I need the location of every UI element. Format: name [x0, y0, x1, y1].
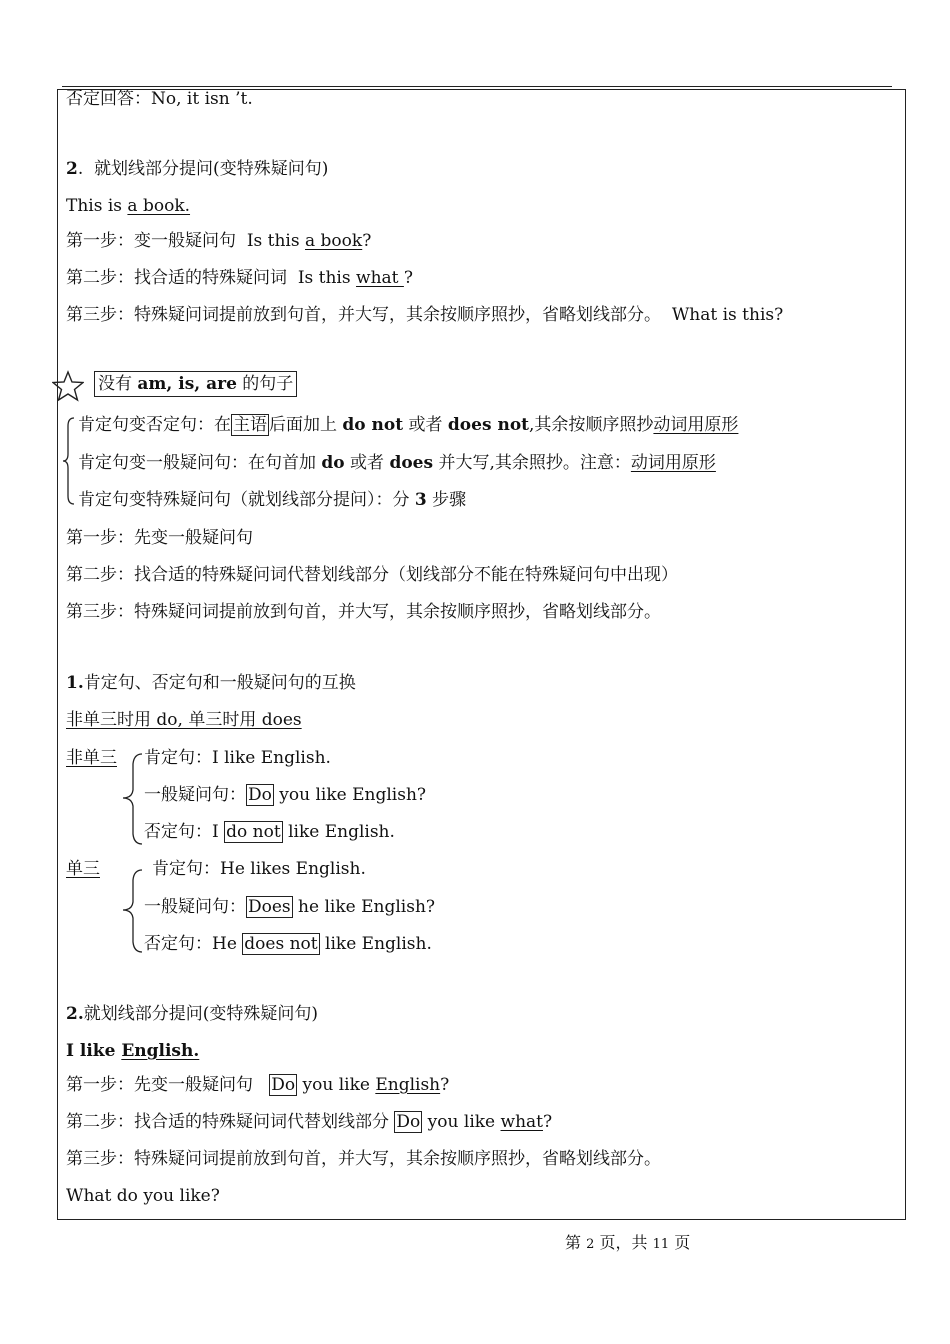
title-bold: am, is, are — [137, 374, 237, 394]
part-c-example — [66, 1041, 199, 1061]
no-be-step3: 第三步：特殊疑问词提前放到句首，并大写，其余按顺序照抄，省略划线部分。 — [66, 602, 661, 622]
step-pre: Is this — [297, 268, 357, 288]
underlined-part: what — [356, 268, 404, 288]
no-be-step1: 第一步：先变一般疑问句 — [66, 528, 253, 548]
rule-mid: 后面加上 — [269, 415, 343, 435]
group2-affirmative — [152, 859, 366, 879]
negative-answer-line — [66, 89, 253, 109]
bold-do-not: do not — [342, 415, 404, 435]
step-label: 第三步：特殊疑问词提前放到句首，并大写，其余按顺序照抄，省略划线部分。 — [66, 305, 661, 325]
heading-text: 就划线部分提问(变特殊疑问句) — [83, 1004, 319, 1024]
part-c-step3: 第三步：特殊疑问词提前放到句首，并大写，其余按顺序照抄，省略划线部分。 — [66, 1149, 661, 1169]
step-mid: you like — [297, 1075, 376, 1095]
rule-affirm-to-special — [78, 490, 466, 510]
title-post: 的句子 — [236, 374, 294, 394]
heading-text: 就划线部分提问(变特殊疑问句) — [94, 159, 329, 179]
step-post: ? — [362, 231, 372, 251]
step-label: 第一步：变一般疑问句 — [66, 231, 236, 251]
label: 肯定句： — [152, 859, 220, 879]
boxed-word: Does — [248, 897, 291, 917]
step-pre: Is this — [246, 231, 306, 251]
underlined-part: a book — [305, 231, 363, 251]
text-pre: I — [212, 822, 225, 842]
heading-dot: . — [77, 159, 84, 179]
underlined-part: English. — [121, 1041, 200, 1061]
group-label: 单三 — [66, 859, 100, 879]
part-c-heading — [66, 1004, 318, 1024]
step-post: ? — [440, 1075, 450, 1095]
rule-post: ,其余按顺序照抄 — [529, 415, 654, 435]
underlined-part: English — [375, 1075, 441, 1095]
boxed-word: do not — [226, 822, 281, 842]
text: No, it isn ’t. — [151, 89, 253, 109]
text-pre: He — [212, 934, 243, 954]
underlined-rule: 非单三时用 do, 单三时用 does — [66, 710, 302, 730]
example-pre: I like — [66, 1041, 122, 1061]
step-mid: you like — [422, 1112, 501, 1132]
underlined-part: a book. — [127, 196, 191, 216]
heading-number: 1. — [66, 673, 84, 693]
group-label: 非单三 — [66, 748, 117, 768]
rule-affirm-to-negative — [78, 415, 738, 435]
text: like English. — [282, 822, 395, 842]
part-a-step3 — [66, 305, 783, 325]
part-c-step2 — [66, 1112, 552, 1132]
label: 否定句： — [144, 822, 212, 842]
group1-negative — [144, 822, 395, 842]
footer-pre: 第 — [565, 1233, 582, 1252]
left-brace — [60, 414, 78, 508]
group1-affirmative — [144, 748, 331, 768]
page-total: 11 — [652, 1237, 670, 1252]
rule-affirm-to-question — [78, 453, 716, 473]
text: he like English? — [292, 897, 436, 917]
step-label: 第一步：先变一般疑问句 — [66, 1075, 253, 1095]
part-a-heading — [66, 159, 328, 179]
text: I like English. — [212, 748, 331, 768]
bold-three: 3 — [414, 490, 427, 510]
label: 一般疑问句： — [144, 897, 246, 917]
part-c-answer: What do you like? — [66, 1186, 220, 1206]
group2-brace — [120, 864, 144, 956]
heading-number: 2. — [66, 1004, 84, 1024]
example-pre: This is — [66, 196, 128, 216]
bold-does: does — [389, 453, 434, 473]
boxed-word: Do — [248, 785, 272, 805]
part-b-heading — [66, 673, 356, 693]
label: 否定回答： — [66, 89, 151, 109]
boxed-word: Do — [396, 1112, 421, 1132]
boxed-word: Do — [271, 1075, 296, 1095]
no-be-title — [94, 374, 297, 394]
step-post: ? — [403, 268, 414, 288]
text: you like English? — [273, 785, 427, 805]
part-b-rule — [66, 710, 302, 730]
heading-text: 肯定句、否定句和一般疑问句的互换 — [83, 673, 356, 693]
group1-question — [144, 785, 426, 805]
group2-label — [66, 859, 100, 879]
group1-label — [66, 748, 117, 768]
underlined-part: what — [500, 1112, 543, 1132]
label: 一般疑问句： — [144, 785, 246, 805]
no-be-step2: 第二步：找合适的特殊疑问词代替划线部分（划线部分不能在特殊疑问句中出现） — [66, 565, 678, 585]
rule-or: 或者 — [344, 453, 390, 473]
underlined-part: 动词用原形 — [630, 453, 716, 473]
bold-does-not: does not — [447, 415, 530, 435]
part-c-step1 — [66, 1075, 449, 1095]
page-footer — [565, 1230, 690, 1253]
step-label: 第二步：找合适的特殊疑问词代替划线部分 — [66, 1112, 389, 1132]
footer-mid: 页，共 — [599, 1233, 648, 1252]
step-answer: What is this? — [671, 305, 784, 325]
step-label: 第二步：找合适的特殊疑问词 — [66, 268, 287, 288]
boxed-word: does not — [244, 934, 318, 954]
page-number: 2 — [586, 1237, 595, 1252]
rule-post: 并大写,其余照抄。注意： — [433, 453, 631, 473]
label: 肯定句： — [144, 748, 212, 768]
group2-question — [144, 897, 435, 917]
star-icon — [52, 370, 84, 402]
boxed-subject: 主语 — [233, 415, 267, 435]
text: like English. — [319, 934, 432, 954]
underlined-part: 动词用原形 — [653, 415, 739, 435]
label: 否定句： — [144, 934, 212, 954]
bold-do: do — [321, 453, 345, 473]
part-a-example — [66, 196, 190, 216]
group1-brace — [120, 748, 144, 848]
part-a-step2 — [66, 268, 413, 288]
rule-or: 或者 — [403, 415, 448, 435]
heading-number: 2 — [66, 159, 78, 179]
rule-pre: 肯定句变一般疑问句：在句首加 — [78, 453, 322, 473]
part-a-step1 — [66, 231, 371, 251]
text: He likes English. — [220, 859, 366, 879]
rule-pre: 肯定句变否定句：在 — [78, 415, 231, 435]
footer-post: 页 — [674, 1233, 691, 1252]
rule-pre: 肯定句变特殊疑问句（就划线部分提问）：分 — [78, 490, 415, 510]
header-rule — [62, 86, 892, 87]
step-post: ? — [543, 1112, 553, 1132]
group2-negative — [144, 934, 432, 954]
title-pre: 没有 — [98, 374, 138, 394]
rule-post: 步骤 — [426, 490, 467, 510]
